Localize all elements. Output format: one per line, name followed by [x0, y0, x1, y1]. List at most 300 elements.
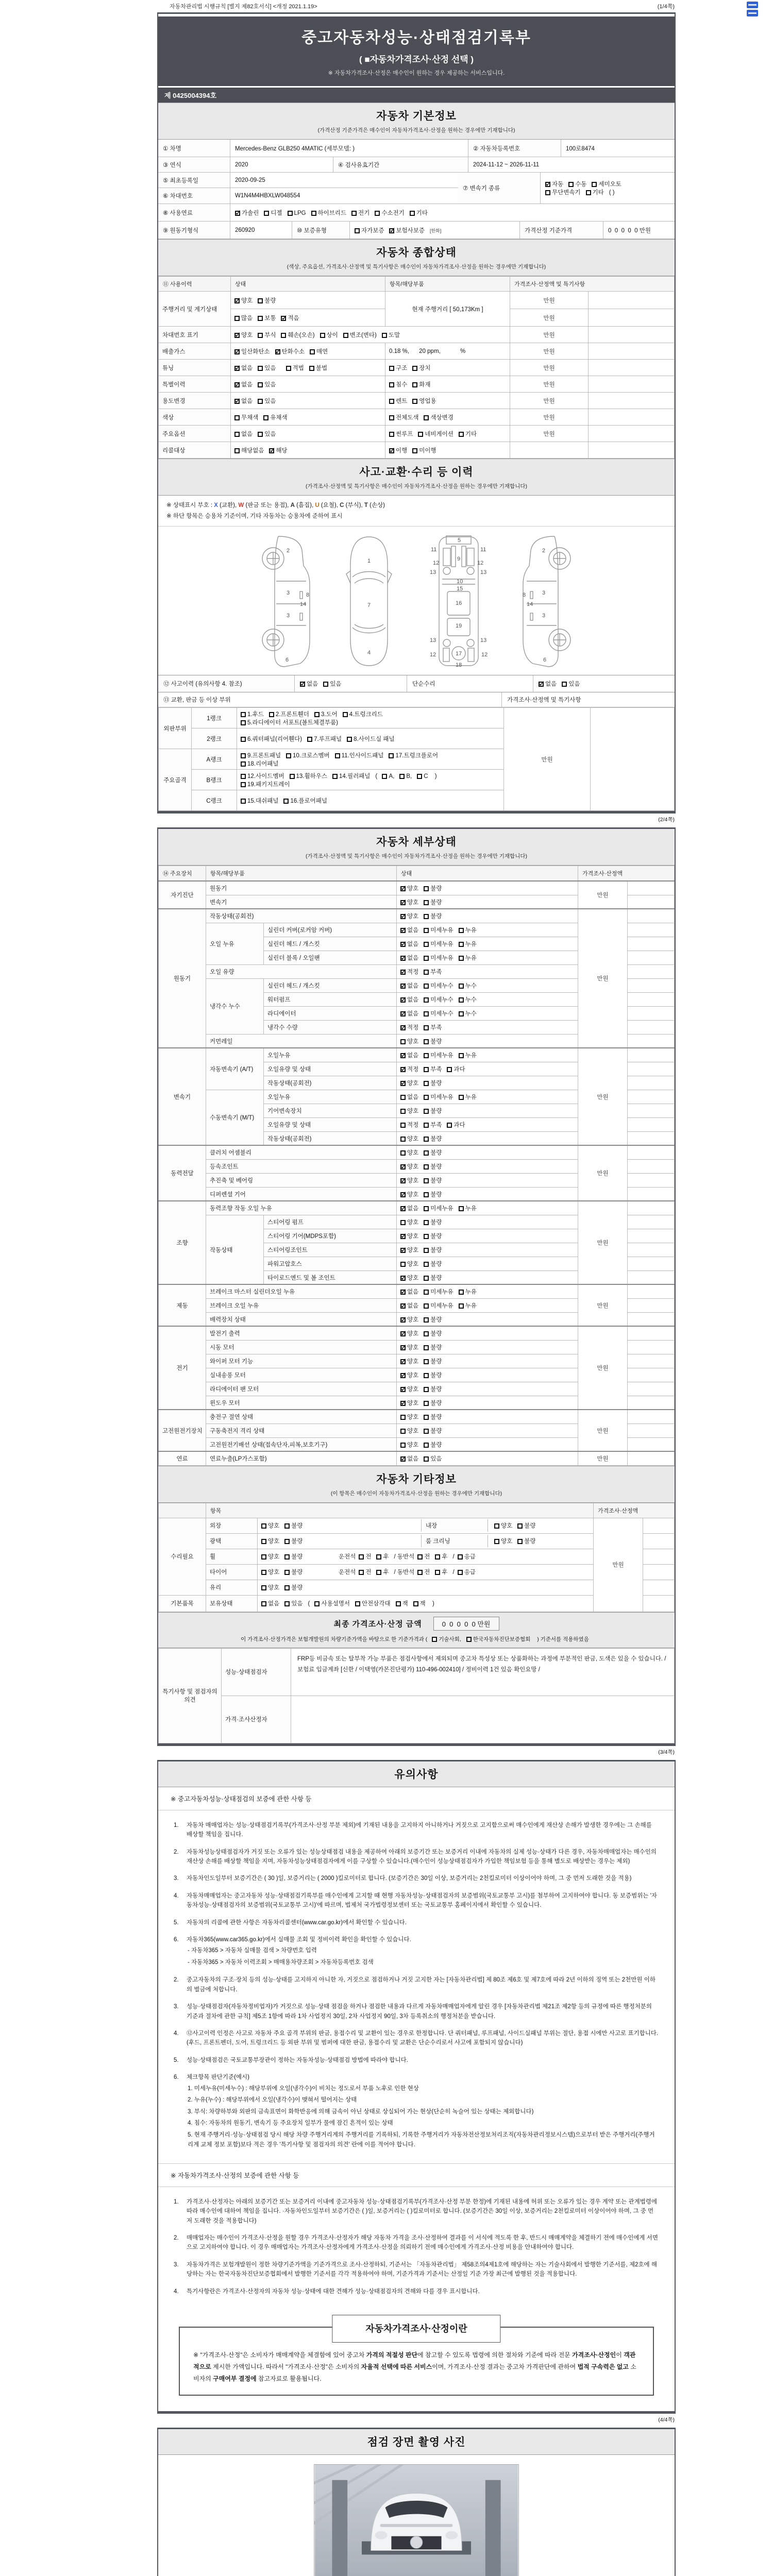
- checkbox-option[interactable]: A,: [382, 773, 394, 779]
- checkbox-option[interactable]: 8.사이드실 패널: [347, 736, 394, 742]
- checkbox-option[interactable]: 미세누유: [424, 1289, 453, 1295]
- checkbox-option[interactable]: 불량: [424, 1261, 442, 1267]
- price-cell: [510, 442, 589, 459]
- checkbox-icon: [359, 1554, 364, 1560]
- state-options: [231, 309, 385, 327]
- blue-badge-icon[interactable]: [747, 10, 758, 16]
- misc-table: [158, 1503, 675, 1612]
- checkbox-icon: [400, 1123, 406, 1128]
- checkbox-option[interactable]: ✓ 양호: [400, 1386, 418, 1393]
- checkbox-option[interactable]: 미세누유: [424, 941, 453, 947]
- checkbox-option[interactable]: 도말: [382, 332, 400, 338]
- checkbox-option[interactable]: 불량: [258, 298, 276, 304]
- checkbox-option[interactable]: 미세누유: [424, 927, 453, 934]
- note-cell: [628, 1423, 675, 1437]
- checkbox-option[interactable]: ✓ 없음: [400, 955, 418, 961]
- table-row: [159, 292, 675, 309]
- checkbox-icon: [261, 1585, 266, 1590]
- svg-text:8: 8: [306, 592, 310, 599]
- checkbox-option[interactable]: 전: [417, 1554, 430, 1560]
- status-code-legend: [158, 496, 675, 527]
- checkbox-option[interactable]: 불량: [424, 1414, 442, 1420]
- checkbox-option[interactable]: 불량: [284, 1523, 303, 1529]
- checkbox-option[interactable]: 미세누유: [424, 1206, 453, 1212]
- checkbox-option[interactable]: ✓ 적정: [400, 969, 418, 975]
- checkbox-option[interactable]: ✓ 양호: [400, 913, 418, 920]
- checkbox-icon: [389, 753, 394, 758]
- checkbox-option[interactable]: 불량: [424, 913, 442, 920]
- checkbox-option[interactable]: 불량: [284, 1538, 303, 1545]
- checkbox-option[interactable]: ✓ 양호: [400, 886, 418, 892]
- checkbox-option[interactable]: 불량: [517, 1523, 535, 1529]
- checkbox-option[interactable]: ✓ 양호: [400, 1372, 418, 1379]
- checkbox-option[interactable]: ✓ 없음: [234, 382, 253, 388]
- checkbox-icon: [400, 1095, 406, 1100]
- checkbox-option[interactable]: ✓ 없음: [400, 1011, 418, 1017]
- checkbox-option[interactable]: ✓ 양호: [400, 1080, 418, 1087]
- parts-cell: [385, 360, 510, 376]
- checkbox-icon: [234, 415, 240, 420]
- checkbox-option[interactable]: ✓ 없음: [400, 1206, 418, 1212]
- checkbox-option[interactable]: 무채색: [234, 415, 258, 421]
- checkbox-option[interactable]: 미세누유: [424, 955, 453, 961]
- checkbox-option[interactable]: ✓ 이행: [389, 448, 407, 454]
- checkbox-option[interactable]: LPG: [288, 210, 306, 216]
- checkbox-option[interactable]: 사용설명서: [314, 1601, 350, 1607]
- checkbox-option[interactable]: 1.후드: [241, 711, 264, 718]
- checkbox-option[interactable]: 불량: [424, 886, 442, 892]
- checkbox-option[interactable]: 누유: [459, 955, 477, 961]
- checkbox-option[interactable]: 미세누수: [424, 997, 453, 1003]
- checkbox-option[interactable]: 있음: [258, 431, 276, 437]
- checkbox-option[interactable]: 잭: [396, 1601, 408, 1607]
- checkbox-option[interactable]: 불량: [424, 1039, 442, 1045]
- checkbox-option[interactable]: ✓ 가솔린: [235, 210, 259, 216]
- checkbox-option[interactable]: 상이: [320, 332, 338, 338]
- checkbox-icon: [459, 984, 464, 989]
- checkbox-option[interactable]: 누유: [459, 1094, 477, 1100]
- checkbox-option[interactable]: 13.휠하우스: [290, 773, 327, 779]
- checkbox-option[interactable]: 불량: [424, 1331, 442, 1337]
- checkbox-option[interactable]: 미세누유: [424, 1094, 453, 1100]
- note-cell: [628, 1298, 675, 1312]
- checkbox-option[interactable]: 양호: [261, 1538, 279, 1545]
- checkbox-option[interactable]: 하이브리드: [311, 210, 347, 216]
- checkbox-option[interactable]: 18.리어패널: [241, 761, 278, 767]
- checkbox-option[interactable]: ✓ 적정: [400, 1025, 418, 1031]
- checkbox-option[interactable]: 없음: [261, 1601, 279, 1607]
- part-label: 구동축전지 격리 상태: [206, 1423, 397, 1437]
- checkbox-option[interactable]: 안전삼각대: [355, 1601, 391, 1607]
- checkbox-option[interactable]: ✓ 탄화수소: [275, 349, 305, 355]
- checkbox-option[interactable]: 잭: [413, 1601, 426, 1607]
- checkbox-option[interactable]: ✓ 없음: [400, 1456, 418, 1462]
- checkbox-option[interactable]: 17.트렁크플로어: [389, 753, 438, 759]
- checkbox-option[interactable]: ✓ 없음: [234, 398, 253, 404]
- checkbox-option[interactable]: 없음: [234, 431, 253, 437]
- checkbox-option[interactable]: 유채색: [263, 415, 287, 421]
- part-label: 오일누유: [264, 1090, 397, 1104]
- checkbox-option[interactable]: 3.도어: [314, 711, 338, 718]
- checkbox-option[interactable]: 침수: [389, 382, 407, 388]
- state-options: [397, 1326, 578, 1340]
- checkbox-option[interactable]: 양호: [400, 1108, 418, 1114]
- checkbox-option[interactable]: 양호: [261, 1585, 279, 1591]
- checkbox-option[interactable]: ✓자동: [545, 181, 563, 188]
- checkbox-icon: [562, 682, 567, 687]
- checkbox-option[interactable]: 렌트: [389, 398, 407, 404]
- ranks-table: [158, 707, 675, 811]
- checkbox-option[interactable]: 부식: [258, 332, 276, 338]
- checkbox-option[interactable]: ✓ 보험사보증: [389, 228, 425, 234]
- checkbox-option[interactable]: 후: [435, 1569, 447, 1575]
- checkbox-option[interactable]: 누유: [459, 1053, 477, 1059]
- checkbox-option[interactable]: 양호: [261, 1523, 279, 1529]
- checkbox-icon: [568, 182, 574, 187]
- checkbox-icon: [307, 737, 312, 742]
- rank-label: 1랭크: [192, 708, 237, 728]
- checkbox-option[interactable]: ✓ 양호: [400, 1400, 418, 1406]
- checkbox-icon: [417, 1554, 423, 1560]
- checkbox-icon: [424, 1373, 429, 1378]
- text-token: / 동반석: [394, 1569, 415, 1576]
- checkbox-option[interactable]: 불량: [424, 1108, 442, 1114]
- price-cell: 만원: [510, 327, 589, 343]
- checkbox-option[interactable]: 11.인사이드패널: [335, 753, 384, 759]
- checkbox-option[interactable]: ✓ 없음: [300, 681, 318, 687]
- checkbox-option[interactable]: B,: [399, 773, 412, 779]
- checkbox-option[interactable]: 부족: [424, 1066, 442, 1073]
- checkbox-icon: [343, 712, 348, 717]
- checkbox-option[interactable]: 불량: [424, 1178, 442, 1184]
- checkbox-option[interactable]: 후: [376, 1569, 389, 1575]
- checkbox-option[interactable]: 누수: [459, 983, 477, 989]
- checkbox-option[interactable]: 응급: [458, 1569, 476, 1575]
- checkbox-icon: [447, 1123, 452, 1128]
- checkbox-option[interactable]: ✓ 해당: [269, 448, 287, 454]
- car-diagram-side-right: [518, 534, 578, 669]
- part-label: 실내송풍 모터: [206, 1368, 397, 1382]
- price-cell: 만원: [510, 360, 589, 376]
- checkbox-option[interactable]: 색상변경: [424, 415, 453, 421]
- checkbox-option[interactable]: 불량: [424, 1080, 442, 1087]
- checkbox-option[interactable]: 변조(변타): [343, 332, 377, 338]
- checkbox-option[interactable]: 15.대쉬패널: [241, 798, 278, 804]
- checkbox-icon: [424, 1303, 429, 1309]
- checkbox-icon: [241, 720, 246, 725]
- checkbox-icon: [400, 1387, 406, 1392]
- checkbox-option[interactable]: ✓ 없음: [400, 983, 418, 989]
- checkbox-option[interactable]: 불량: [424, 1233, 442, 1240]
- checkbox-option[interactable]: 있음: [562, 681, 580, 687]
- note-cell: [628, 1270, 675, 1284]
- checkbox-option[interactable]: 기술사회,: [432, 1636, 461, 1642]
- checkbox-option[interactable]: ✓ 양호: [400, 1345, 418, 1351]
- checkbox-icon: [389, 448, 394, 453]
- checkbox-option[interactable]: 기타: [410, 210, 428, 216]
- checkbox-option[interactable]: 7.루프패널: [307, 736, 342, 742]
- checkbox-option[interactable]: 불량: [424, 1442, 442, 1448]
- checkbox-option[interactable]: 불량: [424, 1359, 442, 1365]
- checkbox-option[interactable]: 누유: [459, 1206, 477, 1212]
- state-options: [397, 895, 578, 909]
- status-code-desc: (교환),: [217, 502, 239, 509]
- checkbox-option[interactable]: ✓ 일산화탄소: [234, 349, 270, 355]
- checkbox-option[interactable]: ✓ 없음: [400, 1053, 418, 1059]
- checkbox-option[interactable]: 부족: [424, 1122, 442, 1128]
- part-label: 스티어링 펌프: [264, 1215, 397, 1229]
- checkbox-option[interactable]: 양호: [494, 1538, 512, 1545]
- checkbox-option[interactable]: 불량: [424, 1428, 442, 1434]
- checkbox-option[interactable]: 전기: [351, 210, 369, 216]
- checkbox-option[interactable]: ✓ 양호: [400, 900, 418, 906]
- checkbox-option[interactable]: ✓ 양호: [400, 1331, 418, 1337]
- page-1: [157, 12, 676, 814]
- checkbox-option[interactable]: 누유: [459, 941, 477, 947]
- checkbox-icon: [258, 382, 263, 387]
- checkbox-option[interactable]: 양호: [400, 1150, 418, 1156]
- checkbox-option[interactable]: 수동: [568, 181, 586, 188]
- checkbox-option[interactable]: 과다: [447, 1066, 465, 1073]
- checkbox-option[interactable]: ✓ 없음: [400, 997, 418, 1003]
- checkbox-option[interactable]: 불량: [284, 1554, 303, 1560]
- checkbox-option[interactable]: ✓ 양호: [400, 1275, 418, 1281]
- price-cell: 만원: [578, 1145, 628, 1201]
- checkbox-option[interactable]: 양호: [400, 1442, 418, 1448]
- checkbox-option[interactable]: 양호: [261, 1569, 279, 1575]
- checkbox-option[interactable]: ✓ 없음: [400, 1289, 418, 1295]
- checkbox-option[interactable]: 19.패키지트레이: [241, 782, 290, 788]
- checkbox-option[interactable]: 훼손(오손): [281, 332, 314, 338]
- checkbox-option[interactable]: 자가보증: [355, 228, 384, 234]
- note-cell: [628, 1159, 675, 1173]
- checkbox-option[interactable]: 해당없음: [234, 448, 264, 454]
- checkbox-option[interactable]: 양호: [261, 1554, 279, 1560]
- checkbox-option[interactable]: 불량: [424, 1372, 442, 1379]
- checkbox-option[interactable]: 불량: [424, 1275, 442, 1281]
- checkbox-option[interactable]: 미세누유: [424, 1303, 453, 1309]
- checkbox-option[interactable]: 누유: [459, 1289, 477, 1295]
- checkbox-option[interactable]: ✓ 양호: [400, 1164, 418, 1170]
- device-group: 연료: [159, 1451, 206, 1465]
- checkbox-option[interactable]: 매연: [310, 349, 328, 355]
- checkbox-option[interactable]: 전: [417, 1569, 430, 1575]
- checkbox-option[interactable]: 기타: [586, 190, 604, 196]
- checkbox-option[interactable]: 양호: [400, 1428, 418, 1434]
- checkbox-option[interactable]: 양호: [400, 1261, 418, 1267]
- checkbox-option[interactable]: 불량: [424, 1150, 442, 1156]
- checkbox-option[interactable]: 구조: [389, 365, 407, 371]
- checkbox-option[interactable]: 미세누수: [424, 1011, 453, 1017]
- checkbox-option[interactable]: 양호: [494, 1523, 512, 1529]
- checkbox-option[interactable]: 디젤: [264, 210, 282, 216]
- checkbox-option[interactable]: ✓ 적음: [281, 315, 299, 321]
- checkbox-option[interactable]: 12.사이드멤버: [241, 773, 284, 779]
- item-label: 배출가스: [159, 343, 231, 360]
- checkbox-icon: [424, 1067, 429, 1072]
- checkbox-option[interactable]: 있음: [284, 1601, 303, 1607]
- checkbox-option[interactable]: 불량: [424, 1345, 442, 1351]
- part-label: 기어변속장치: [264, 1104, 397, 1117]
- checkbox-option[interactable]: 미세누유: [424, 1053, 453, 1059]
- table-row: [159, 1326, 675, 1340]
- checkbox-option[interactable]: 화재: [412, 382, 430, 388]
- checkbox-option[interactable]: 불량: [424, 900, 442, 906]
- checkbox-option[interactable]: 있음: [424, 1456, 442, 1462]
- checkbox-option[interactable]: ✓ 양호: [400, 1192, 418, 1198]
- checkbox-option[interactable]: 불량: [424, 1317, 442, 1323]
- checkbox-option[interactable]: ✓ 없음: [400, 1303, 418, 1309]
- text-token: (: [308, 1601, 312, 1607]
- text-token: ): [433, 773, 437, 779]
- checkbox-option[interactable]: 장치: [412, 365, 430, 371]
- checkbox-option[interactable]: ✓ 양호: [400, 1178, 418, 1184]
- checkbox-option[interactable]: 있음: [323, 681, 341, 687]
- checkbox-option[interactable]: 영업용: [412, 398, 436, 404]
- checkbox-option[interactable]: 16.플로어패널: [283, 798, 327, 804]
- checkbox-option[interactable]: 6.쿼터패널(리어휀다): [241, 736, 302, 742]
- checkbox-option[interactable]: 4.트렁크리드: [343, 711, 383, 718]
- checkbox-icon: [400, 914, 406, 919]
- checkbox-option[interactable]: 수소전기: [375, 210, 404, 216]
- checkbox-option[interactable]: 불량: [424, 1136, 442, 1142]
- checkbox-option[interactable]: 있음: [258, 365, 276, 371]
- checkbox-option[interactable]: 보통: [258, 315, 276, 321]
- checkbox-option[interactable]: 부족: [424, 1025, 442, 1031]
- checkbox-icon: [320, 333, 325, 338]
- checkbox-option[interactable]: 후: [376, 1554, 389, 1560]
- checkbox-option[interactable]: 부족: [424, 969, 442, 975]
- checkbox-option[interactable]: ✓ 양호: [234, 332, 253, 338]
- state-options: [397, 1090, 578, 1104]
- checkbox-option[interactable]: C: [417, 773, 428, 779]
- checkbox-icon: [258, 399, 263, 404]
- checkbox-option[interactable]: 불량: [284, 1569, 303, 1575]
- field-label: ③ 연식: [158, 157, 230, 172]
- appraiser-label: 가격·조사산정자: [222, 1696, 291, 1743]
- state-options: [397, 964, 578, 978]
- checkbox-option[interactable]: ✓ 양호: [400, 1247, 418, 1253]
- note-cell: [643, 1549, 675, 1564]
- checkbox-option[interactable]: 불량: [424, 1400, 442, 1406]
- rank-label: A랭크: [192, 749, 237, 770]
- checkbox-option[interactable]: 누유: [459, 927, 477, 934]
- price-cell: 만원: [578, 1048, 628, 1145]
- rank-label: C랭크: [192, 790, 237, 811]
- checkbox-option[interactable]: 있음: [258, 382, 276, 388]
- checkbox-option[interactable]: 한국자동차진단보증협회: [466, 1636, 531, 1642]
- checkbox-option[interactable]: 불량: [517, 1538, 535, 1545]
- checkbox-option[interactable]: ✓ 양호: [400, 1233, 418, 1240]
- checkbox-option[interactable]: 전: [359, 1569, 371, 1575]
- checkbox-option[interactable]: 9.프론트패널: [241, 753, 281, 759]
- checkbox-option[interactable]: 없음: [400, 1094, 418, 1100]
- state-options: [397, 1048, 578, 1062]
- checkbox-option[interactable]: 썬루프: [389, 431, 413, 437]
- checkbox-option[interactable]: 적법: [286, 365, 304, 371]
- table-row: [159, 360, 675, 376]
- checkbox-option[interactable]: 적정: [400, 1122, 418, 1128]
- checkbox-option[interactable]: 불량: [424, 1192, 442, 1198]
- checkbox-option[interactable]: ✓양호: [234, 298, 253, 304]
- checkbox-option[interactable]: 2.프론트휀더: [269, 711, 309, 718]
- checkbox-option[interactable]: 10.크로스멤버: [286, 753, 330, 759]
- state-options: [231, 327, 510, 343]
- checkbox-option[interactable]: 양호: [400, 1414, 418, 1420]
- checkbox-icon: [284, 1585, 290, 1590]
- checkbox-icon: [432, 1637, 437, 1642]
- state-options: [397, 1298, 578, 1312]
- checkbox-option[interactable]: 불량: [424, 1386, 442, 1393]
- checkbox-option[interactable]: ✓ 적정: [400, 1066, 418, 1073]
- checkbox-option[interactable]: 누수: [459, 1011, 477, 1017]
- part-label: 작동상태(공회전): [264, 1131, 397, 1145]
- checkbox-option[interactable]: 양호: [400, 1136, 418, 1142]
- table-row: [159, 708, 675, 728]
- checkbox-option[interactable]: 기타: [459, 431, 477, 437]
- checkbox-option[interactable]: 14.필러패널: [332, 773, 370, 779]
- checkbox-option[interactable]: 불량: [424, 1247, 442, 1253]
- checkbox-option[interactable]: ✓ 없음: [400, 941, 418, 947]
- checkbox-option[interactable]: 네비게이션: [418, 431, 453, 437]
- field-label: ⑤ 최초등록일: [158, 173, 230, 188]
- checkbox-option[interactable]: 누수: [459, 997, 477, 1003]
- checkbox-option[interactable]: 후: [435, 1554, 447, 1560]
- checkbox-option[interactable]: 전: [359, 1554, 371, 1560]
- blue-badge-icon[interactable]: [747, 2, 758, 8]
- checkbox-option[interactable]: ✓ 없음: [234, 365, 253, 371]
- sub-group: 수동변속기 (M/T): [206, 1090, 264, 1145]
- checkbox-option[interactable]: 있음: [258, 398, 276, 404]
- checkbox-icon: [400, 1081, 406, 1086]
- price-cell: 만원: [578, 909, 628, 1048]
- checkbox-option[interactable]: 불량: [284, 1585, 303, 1591]
- checkbox-option[interactable]: 양호: [400, 1039, 418, 1045]
- simple-repair-options: [533, 675, 675, 692]
- field-value: 2024-11-12 ~ 2026-11-11: [473, 161, 540, 168]
- section-note: (가격산정 기준가격은 매수인이 자동차가격조사·산정을 원하는 경우에만 기재합니다): [317, 127, 515, 133]
- notice-sub-item: - 자동차365 > 자동차 실매물 검색 > 차량번호 입력: [188, 1947, 317, 1954]
- checkbox-option[interactable]: ✓ 양호: [400, 1359, 418, 1365]
- checkbox-option[interactable]: ✓ 양호: [400, 1317, 418, 1323]
- checkbox-icon: [234, 382, 240, 387]
- svg-text:18: 18: [456, 662, 462, 669]
- checkbox-icon: [424, 970, 429, 975]
- checkbox-icon: [400, 942, 406, 947]
- state-options: [397, 992, 578, 1006]
- checkbox-option[interactable]: 미세누수: [424, 983, 453, 989]
- checkbox-option[interactable]: 미이행: [412, 448, 436, 454]
- checkbox-option[interactable]: 5.라디에이터 서포트(볼트체결부품): [241, 720, 338, 726]
- checkbox-option[interactable]: ✓ 없음: [400, 927, 418, 934]
- checkbox-option[interactable]: 과다: [447, 1122, 465, 1128]
- checkbox-icon: [400, 1373, 406, 1378]
- state-options: [397, 1187, 578, 1201]
- checkbox-option[interactable]: 응급: [458, 1554, 476, 1560]
- checkbox-option[interactable]: 불법: [309, 365, 327, 371]
- checkbox-option[interactable]: 불량: [424, 1164, 442, 1170]
- checkbox-option[interactable]: 전체도색: [389, 415, 418, 421]
- checkbox-option[interactable]: 무단변속기: [545, 190, 581, 196]
- checkbox-option[interactable]: 많음: [234, 315, 253, 321]
- checkbox-option[interactable]: ✓ 없음: [539, 681, 557, 687]
- checkbox-icon: [418, 432, 423, 437]
- checkbox-option[interactable]: 불량: [424, 1219, 442, 1226]
- checkbox-option[interactable]: 세미오토: [592, 181, 621, 188]
- checkbox-option[interactable]: 누유: [459, 1303, 477, 1309]
- checkbox-icon: [400, 1109, 406, 1114]
- checkbox-option[interactable]: 양호: [400, 1219, 418, 1226]
